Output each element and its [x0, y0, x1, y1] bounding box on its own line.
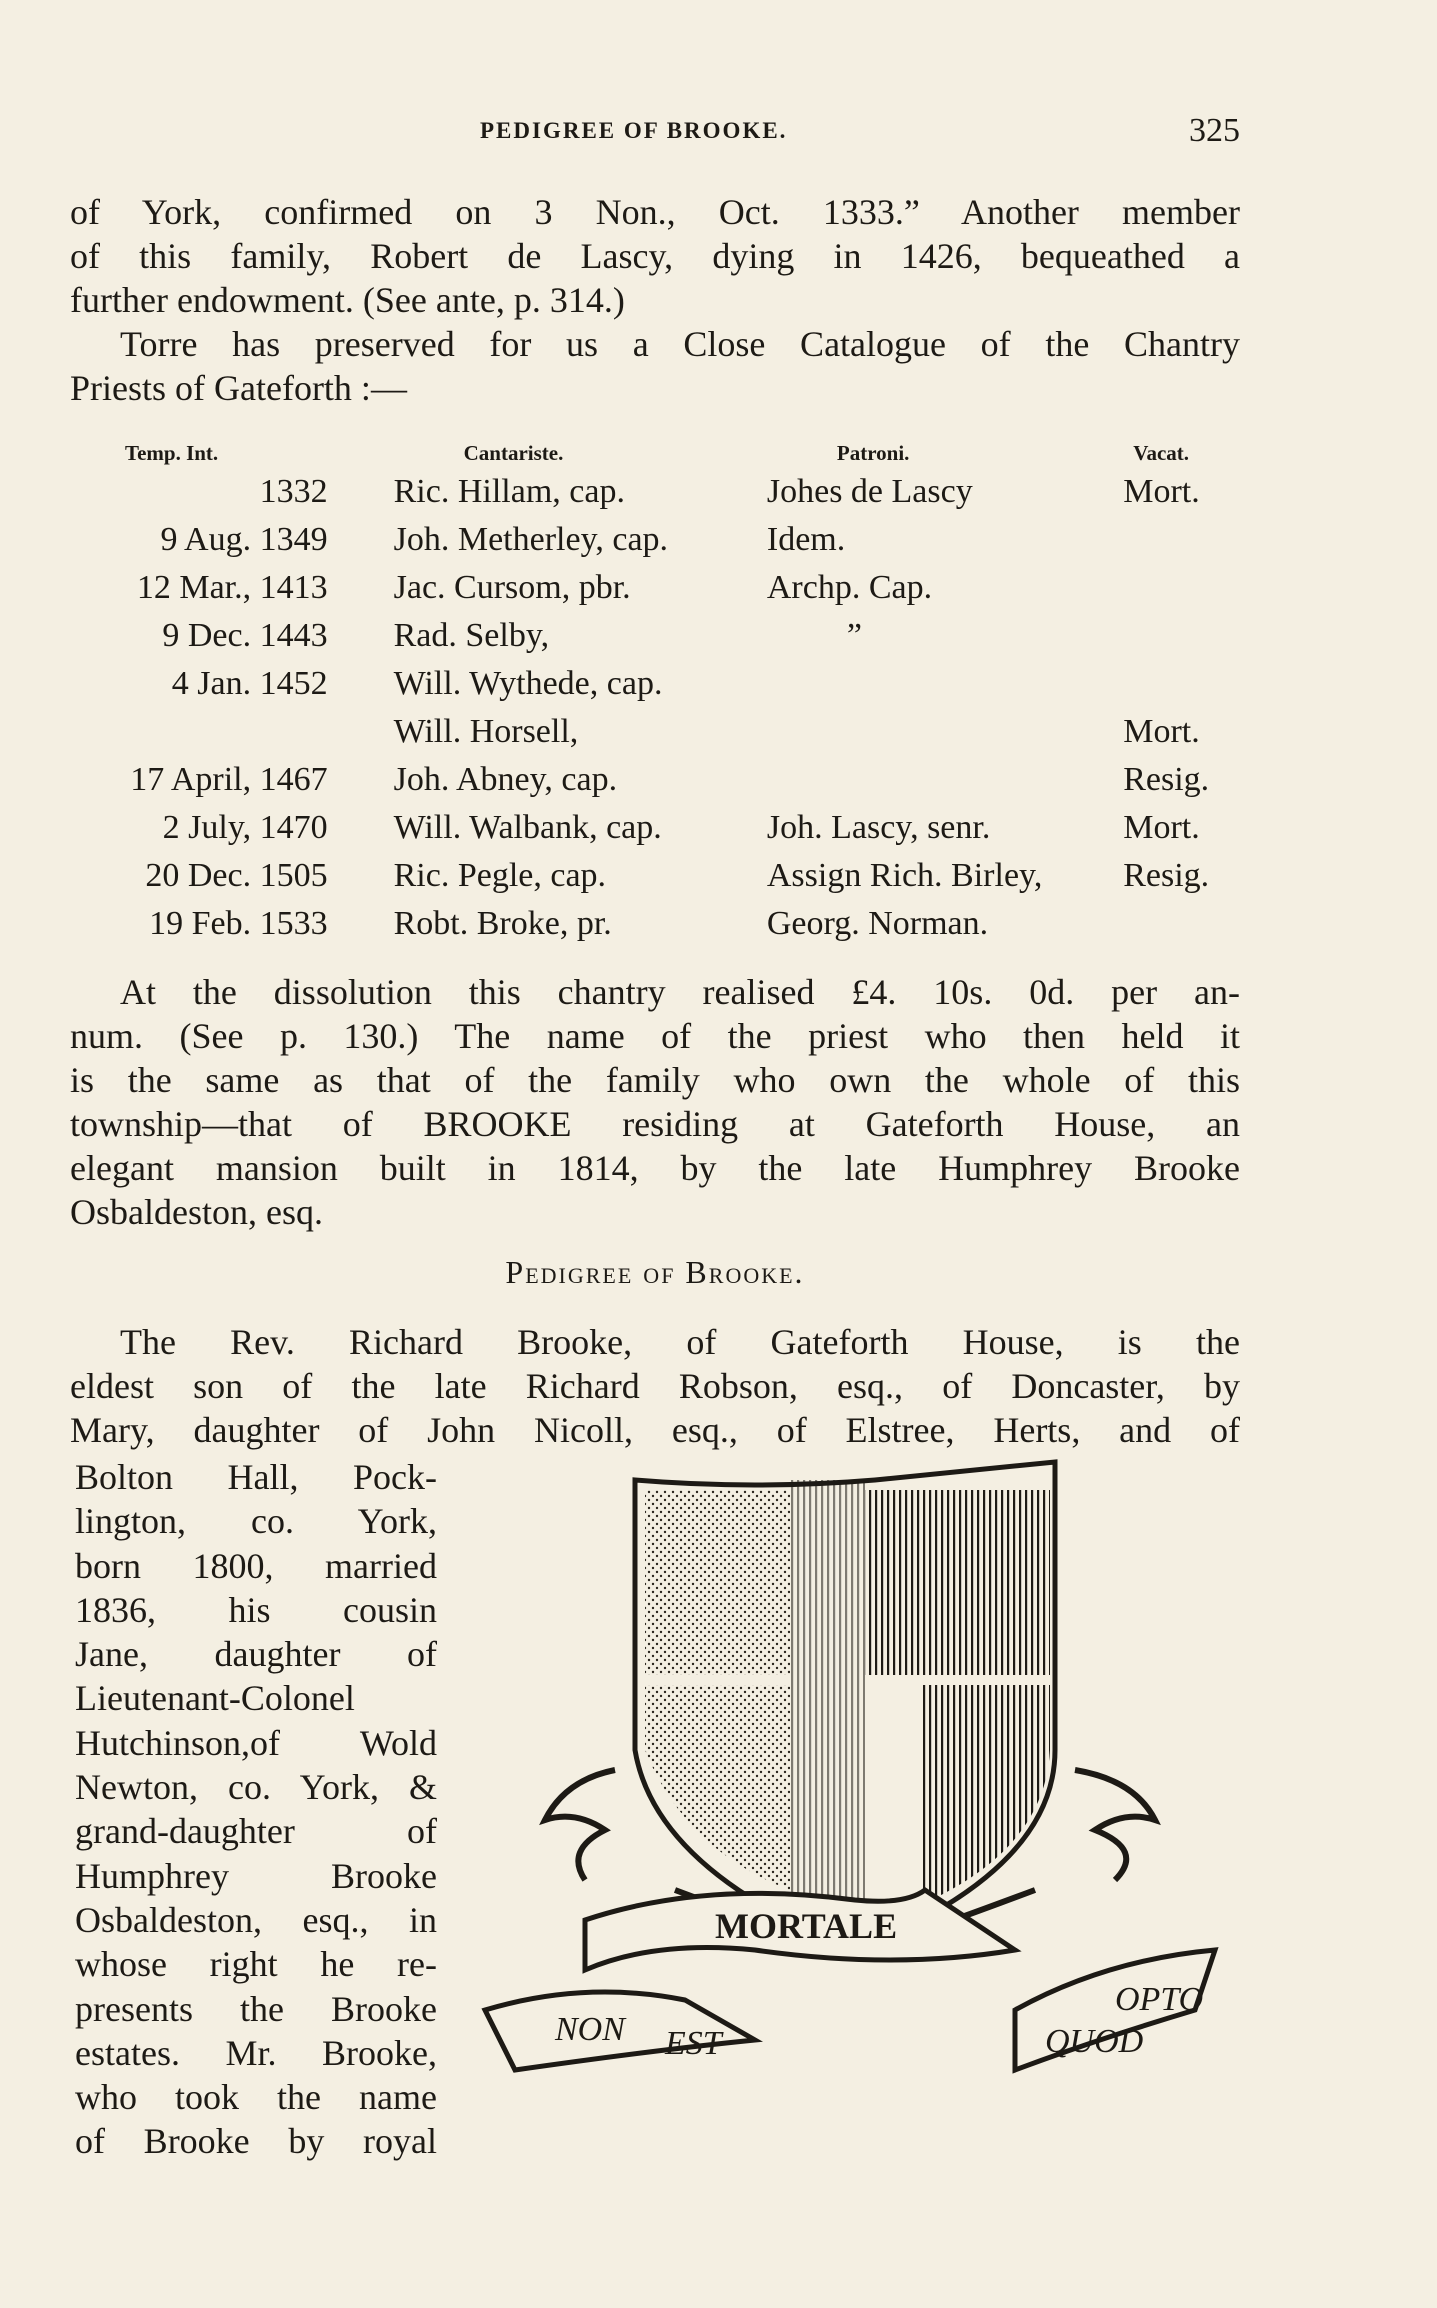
cell-patroni: Joh. Lascy, senr.: [766, 809, 991, 846]
text-line: Bolton Hall, Pock-: [75, 1457, 437, 1497]
cell-date: 19 Feb. 1533: [149, 905, 328, 942]
text-line: presents the Brooke: [75, 1988, 437, 2029]
text-line: Osbaldeston, esq.: [70, 1192, 323, 1232]
text-line: Mary, daughter of John Nicoll, esq., of Elstree, Herts, and of: [70, 1410, 1240, 1450]
cell-date: [70, 708, 394, 756]
cell-vacat: [1123, 900, 1240, 948]
pedigree-paragraph: [70, 1320, 1240, 1452]
table-row: [70, 804, 1240, 852]
dissolution-paragraph: [70, 970, 1240, 1234]
cell-cantariste: Will. Wythede, cap.: [393, 665, 663, 702]
cell-date: 20 Dec. 1505: [145, 857, 328, 894]
text-line: Hutchinson,of Wold: [75, 1722, 437, 1763]
text-line: 1836, his cousin: [75, 1589, 437, 1630]
cell-patroni: [767, 660, 1123, 708]
text-line: elegant mansion built in 1814, by the late Humphrey Brooke: [70, 1148, 1240, 1188]
cell-patroni: Idem.: [766, 521, 846, 558]
cell-cantariste: Ric. Pegle, cap.: [393, 857, 607, 894]
table-row: [70, 468, 1240, 516]
cell-date: 12 Mar., 1413: [136, 569, 328, 606]
text-line: of York, confirmed on 3 Non., Oct. 1333.” Another member: [70, 192, 1240, 232]
cell-vacat: [1123, 660, 1240, 708]
cell-cantariste: Will. Walbank, cap.: [393, 809, 662, 846]
cell-cantariste: Ric. Hillam, cap.: [393, 473, 625, 510]
table-row: [70, 660, 1240, 708]
cell-patroni: [767, 756, 1123, 804]
cell-vacat: [1123, 612, 1240, 660]
cell-patroni: Georg. Norman.: [766, 905, 989, 942]
col-header-patroni: Patroni.: [836, 441, 910, 465]
section-heading: Pedigree of Brooke.: [505, 1254, 805, 1290]
text-line: is the same as that of the family who own the whole of this: [70, 1060, 1240, 1100]
side-column: [75, 1455, 437, 2164]
text-line: Osbaldeston, esq., in: [75, 1899, 437, 1940]
quarter-dotted: [645, 1490, 790, 1675]
cell-date: 9 Aug. 1349: [160, 521, 328, 558]
text-line: Torre has preserved for us a Close Catalogue of the Chantry: [120, 324, 1240, 364]
table-row: [70, 852, 1240, 900]
cell-cantariste: Jac. Cursom, pbr.: [393, 569, 631, 606]
text-line: num. (See p. 130.) The name of the priest who then held it: [70, 1016, 1240, 1056]
quarter-striped: [865, 1490, 1050, 1675]
text-line: estates. Mr. Brooke,: [75, 2032, 437, 2073]
cell-cantariste: Rad. Selby,: [393, 617, 550, 654]
cell-patroni: Archp. Cap.: [766, 569, 933, 606]
text-line: further endowment. (See ante, p. 314.): [70, 280, 625, 320]
text-line: of Brooke by royal: [75, 2121, 437, 2162]
text-line: born 1800, married: [75, 1545, 437, 1586]
text-line: At the dissolution this chantry realised £4. 10s. 0d. per an-: [120, 972, 1240, 1012]
table-row: [70, 756, 1240, 804]
cell-patroni: Johes de Lascy: [766, 473, 973, 510]
motto-word-non: NON: [555, 2011, 625, 2048]
cell-patroni: [767, 708, 1123, 756]
motto-word-mortale: MORTALE: [715, 1906, 898, 1946]
page-number: 325: [1189, 112, 1240, 149]
text-line: The Rev. Richard Brooke, of Gateforth House, is the: [120, 1322, 1240, 1362]
motto-scroll: [485, 1890, 1215, 2070]
text-line: Humphrey Brooke: [75, 1855, 437, 1896]
cell-vacat: [1123, 564, 1240, 612]
text-line: Jane, daughter of: [75, 1634, 437, 1675]
cell-cantariste: Robt. Broke, pr.: [393, 905, 612, 942]
cell-vacat: Mort.: [1123, 809, 1200, 846]
running-title: PEDIGREE OF BROOKE.: [480, 118, 788, 143]
cell-patroni: ”: [846, 617, 862, 654]
shield: [635, 1462, 1055, 1950]
motto-word-quod: QUOD: [1045, 2023, 1144, 2060]
table-row: [70, 516, 1240, 564]
torre-paragraph: [70, 322, 1240, 410]
text-line: grand-daughter of: [75, 1811, 437, 1852]
col-header-cantariste: Cantariste.: [463, 441, 564, 465]
cell-cantariste: Will. Horsell,: [393, 713, 579, 750]
text-line: lington, co. York,: [75, 1501, 437, 1542]
running-head: [70, 112, 1240, 152]
col-header-vacat: Vacat.: [1133, 441, 1190, 465]
table-row: [70, 708, 1240, 756]
text-line: whose right he re-: [75, 1944, 437, 1985]
text-line: eldest son of the late Richard Robson, esq., of Doncaster, by: [70, 1366, 1240, 1406]
cell-patroni: Assign Rich. Birley,: [766, 857, 1043, 894]
text-line: who took the name: [75, 2077, 437, 2118]
chantry-table: [70, 440, 1240, 948]
text-line: township—that of BROOKE residing at Gateforth House, an: [70, 1104, 1240, 1144]
table-row: [70, 900, 1240, 948]
text-line: Lieutenant-Colonel: [75, 1678, 355, 1719]
cell-date: 1332: [259, 473, 328, 510]
cell-vacat: Mort.: [1123, 473, 1200, 510]
cell-date: 17 April, 1467: [130, 761, 328, 798]
motto-word-est: EST: [665, 2025, 722, 2062]
cell-vacat: Resig.: [1123, 761, 1210, 798]
text-line: Priests of Gateforth :—: [70, 368, 407, 408]
cell-date: 2 July, 1470: [162, 809, 328, 846]
cell-cantariste: Joh. Abney, cap.: [393, 761, 618, 798]
cell-date: 4 Jan. 1452: [171, 665, 328, 702]
cell-vacat: [1123, 516, 1240, 564]
text-line: Newton, co. York, &: [75, 1767, 437, 1808]
pale: [790, 1480, 865, 1930]
table-header-row: [70, 440, 1240, 468]
cell-date: 9 Dec. 1443: [162, 617, 328, 654]
text-line: of this family, Robert de Lascy, dying in 1426, bequeathed a: [70, 236, 1240, 276]
coat-of-arms: [455, 1450, 1245, 2110]
motto-word-opto: OPTO: [1115, 1981, 1204, 2018]
intro-paragraph: [70, 190, 1240, 322]
cell-cantariste: Joh. Metherley, cap.: [393, 521, 669, 558]
table-row: [70, 564, 1240, 612]
col-header-temp-int: Temp. Int.: [125, 441, 219, 465]
cell-vacat: Resig.: [1123, 857, 1210, 894]
cell-vacat: Mort.: [1123, 713, 1200, 750]
table-row: [70, 612, 1240, 660]
